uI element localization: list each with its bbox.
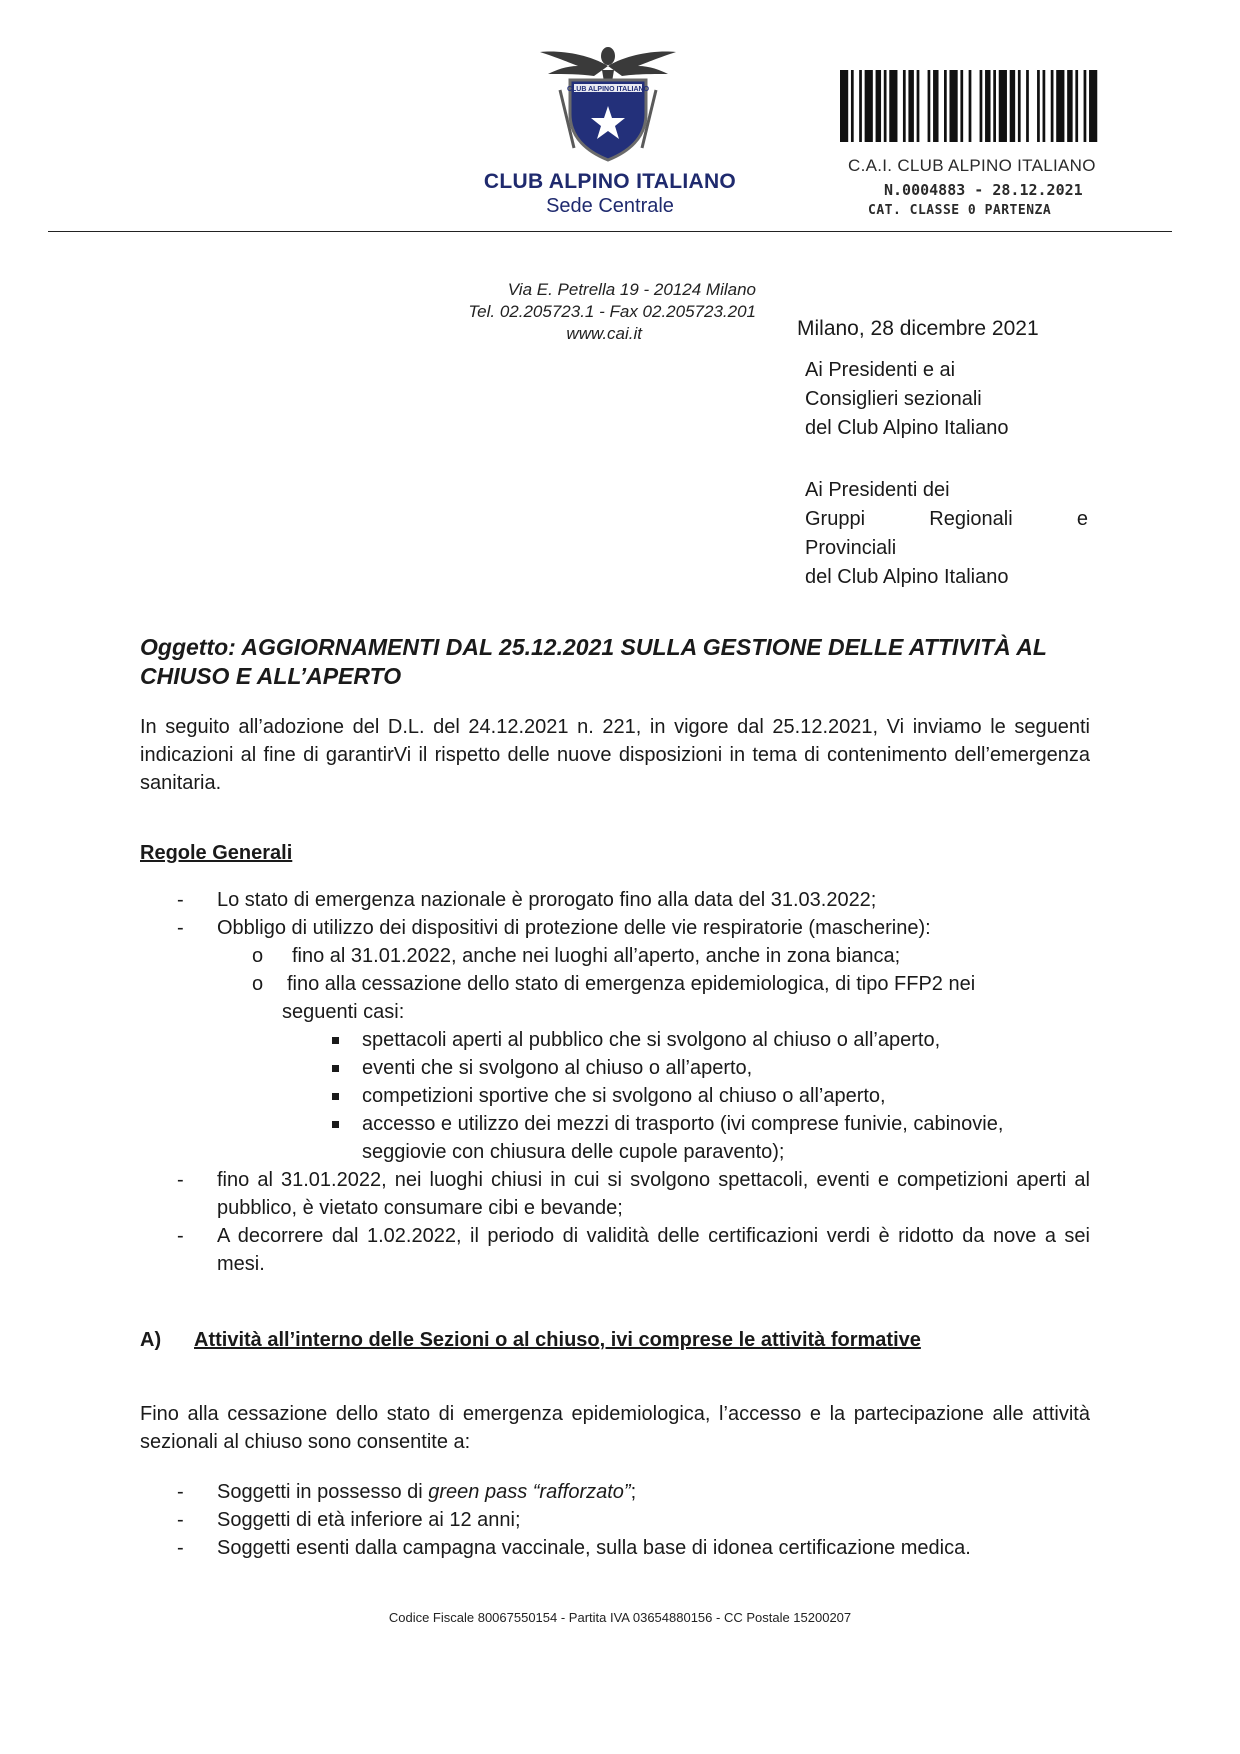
barcode-bar xyxy=(1037,70,1040,142)
barcode-bar xyxy=(985,70,990,142)
sub-list-item-text: fino al 31.01.2022, anche nei luoghi all’aperto, anche in zona bianca; xyxy=(292,945,901,967)
organization-subtitle: Sede Centrale xyxy=(546,195,674,217)
cai-logo-emblem xyxy=(538,44,678,164)
regole-generali-list xyxy=(140,886,1090,1278)
barcode-bar xyxy=(865,70,873,142)
bullet-item-text: competizioni sportive che si svolgono al chiuso o all’aperto, xyxy=(362,1085,886,1107)
dash-bullet: - xyxy=(177,1537,184,1559)
barcode-bar xyxy=(1075,70,1078,142)
subject-text: AGGIORNAMENTI DAL 25.12.2021 SULLA GESTIONE DELLE ATTIVITÀ AL CHIUSO E ALL’APERTO xyxy=(140,634,1047,689)
list-item-text: fino al 31.01.2022, nei luoghi chiusi in cui si svolgono spettacoli, eventi e competizioni aperti al pubblico, è vietato consumare cibi e bevande; xyxy=(217,1169,1090,1219)
circle-bullet: o xyxy=(252,945,264,967)
dash-bullet: - xyxy=(177,1169,184,1191)
section-a-intro: Fino alla cessazione dello stato di emergenza epidemiologica, l’accesso e la partecipazione alle attività sezionali al chiuso sono consentite a: xyxy=(140,1403,1090,1453)
recipient-line: Provinciali xyxy=(805,537,897,559)
sub-list-item xyxy=(140,942,1090,970)
list-item-text: Soggetti di età inferiore ai 12 anni; xyxy=(217,1509,521,1531)
list-item-text-prefix: Soggetti in possesso di xyxy=(217,1481,429,1503)
square-bullet xyxy=(332,1037,339,1044)
recipient-line: del Club Alpino Italiano xyxy=(805,417,1009,439)
list-item-text: A decorrere dal 1.02.2022, il periodo di validità delle certificazioni verdi è ridotto da nove a sei mesi. xyxy=(217,1225,1090,1275)
dash-bullet: - xyxy=(177,917,184,939)
subject-label: Oggetto: xyxy=(140,634,236,660)
dash-bullet: - xyxy=(177,889,184,911)
square-bullet xyxy=(332,1093,339,1100)
section-a-letter: A) xyxy=(140,1329,162,1351)
list-item xyxy=(140,886,1090,914)
bullet-item xyxy=(140,1082,1090,1110)
dash-bullet: - xyxy=(177,1225,184,1247)
address-street: Via E. Petrella 19 - 20124 Milano xyxy=(507,280,756,299)
barcode-bar xyxy=(851,70,854,142)
recipient-line: del Club Alpino Italiano xyxy=(805,566,1009,588)
list-item xyxy=(140,1166,1090,1222)
barcode-bar xyxy=(993,70,996,142)
letter-subject xyxy=(140,633,1100,691)
dash-bullet: - xyxy=(177,1509,184,1531)
barcode-bar xyxy=(889,70,897,142)
list-item-text-italic: green pass “rafforzato” xyxy=(428,1481,631,1503)
barcode-bar xyxy=(980,70,983,142)
organization-name: CLUB ALPINO ITALIANO xyxy=(483,170,737,193)
barcode-bar xyxy=(928,70,931,142)
recipients-group-2 xyxy=(805,476,1088,592)
letter-date: Milano, 28 dicembre 2021 xyxy=(797,317,1039,340)
barcode-bar xyxy=(944,70,947,142)
circle-bullet: o xyxy=(252,973,264,995)
bullet-item xyxy=(140,1026,1090,1054)
section-title-regole-generali: Regole Generali xyxy=(140,842,293,864)
protocol-barcode xyxy=(840,70,1100,142)
list-item xyxy=(140,1478,1090,1506)
barcode-bar xyxy=(903,70,906,142)
header-divider xyxy=(48,231,1172,232)
address-website[interactable]: www.cai.it xyxy=(566,324,642,343)
intro-paragraph: In seguito all’adozione del D.L. del 24.12.2021 n. 221, in vigore dal 25.12.2021, Vi inviamo le seguenti indicazioni al fine di garantirVi il rispetto delle nuove disposizioni in tema di contenimento dell’emergenza sanitaria. xyxy=(140,716,1090,794)
recipient-line: Ai Presidenti e ai xyxy=(805,359,956,381)
barcode-bar xyxy=(949,70,957,142)
dash-bullet: - xyxy=(177,1481,184,1503)
barcode-bar xyxy=(1043,70,1046,142)
protocol-stamp-line1: C.A.I. CLUB ALPINO ITALIANO xyxy=(848,156,1096,175)
list-item-text: Obbligo di utilizzo dei dispositivi di protezione delle vie respiratorie (mascherine): xyxy=(217,917,931,939)
bullet-item-text: accesso e utilizzo dei mezzi di trasporto (ivi comprese funivie, cabinovie, seggiovie con chiusura delle cupole paravento); xyxy=(362,1113,1004,1163)
barcode-bar xyxy=(999,70,1007,142)
recipient-line: Consiglieri sezionali xyxy=(805,388,982,410)
list-item-text: Lo stato di emergenza nazionale è prorogato fino alla data del 31.03.2022; xyxy=(217,889,877,911)
list-item xyxy=(140,1534,1090,1562)
bullet-item xyxy=(140,1054,1090,1082)
barcode-bar xyxy=(876,70,881,142)
bullet-item-text: eventi che si svolgono al chiuso o all’aperto, xyxy=(362,1057,753,1079)
list-item-text-suffix: ; xyxy=(630,1481,637,1503)
barcode-bar xyxy=(1067,70,1072,142)
protocol-category: CAT. CLASSE 0 PARTENZA xyxy=(868,203,1052,218)
list-item xyxy=(140,914,1090,942)
section-a-title: Attività all’interno delle Sezioni o al chiuso, ivi comprese le attività formative xyxy=(194,1329,921,1351)
bullet-item xyxy=(140,1110,1090,1166)
bullet-item-text: spettacoli aperti al pubblico che si svolgono al chiuso o all’aperto, xyxy=(362,1029,941,1051)
list-item xyxy=(140,1506,1090,1534)
section-a-list xyxy=(140,1478,1090,1562)
barcode-bar xyxy=(859,70,862,142)
recipient-line-justified xyxy=(805,505,1088,534)
list-item-text: Soggetti esenti dalla campagna vaccinale, sulla base di idonea certificazione medica. xyxy=(217,1537,971,1559)
recipient-word: Gruppi xyxy=(805,508,866,530)
barcode-bar xyxy=(884,70,887,142)
barcode-bar xyxy=(960,70,963,142)
barcode-bar xyxy=(1056,70,1064,142)
sub-list-item-text-continued: seguenti casi: xyxy=(282,1001,405,1023)
logo-text: CLUB ALPINO ITALIANO xyxy=(566,86,650,93)
barcode-bar xyxy=(1026,70,1029,142)
barcode-bar xyxy=(917,70,920,142)
barcode-bar xyxy=(969,70,972,142)
list-item xyxy=(140,1222,1090,1278)
square-bullet xyxy=(332,1065,339,1072)
footer-fiscal-info: Codice Fiscale 80067550154 - Partita IVA 03654880156 - CC Postale 15200207 xyxy=(388,1610,852,1625)
address-phone-fax: Tel. 02.205723.1 - Fax 02.205723.201 xyxy=(468,302,756,321)
barcode-bar xyxy=(1018,70,1021,142)
square-bullet xyxy=(332,1121,339,1128)
protocol-number: N.0004883 - 28.12.2021 xyxy=(884,181,1083,199)
recipient-word: e xyxy=(1076,508,1088,530)
barcode-bar xyxy=(1051,70,1054,142)
barcode-bar xyxy=(908,70,913,142)
sub-list-item-text: fino alla cessazione dello stato di emergenza epidemiologica, di tipo FFP2 nei xyxy=(287,973,976,995)
barcode-bar xyxy=(1010,70,1015,142)
barcode-bar xyxy=(933,70,938,142)
recipient-line: Ai Presidenti dei xyxy=(805,479,950,501)
recipient-word: Regionali xyxy=(929,508,1013,530)
sub-list-item xyxy=(140,970,1090,1026)
recipients-group-1 xyxy=(805,356,1088,443)
barcode-bar xyxy=(1084,70,1087,142)
barcode-bar xyxy=(1089,70,1097,142)
barcode-bar xyxy=(840,70,848,142)
